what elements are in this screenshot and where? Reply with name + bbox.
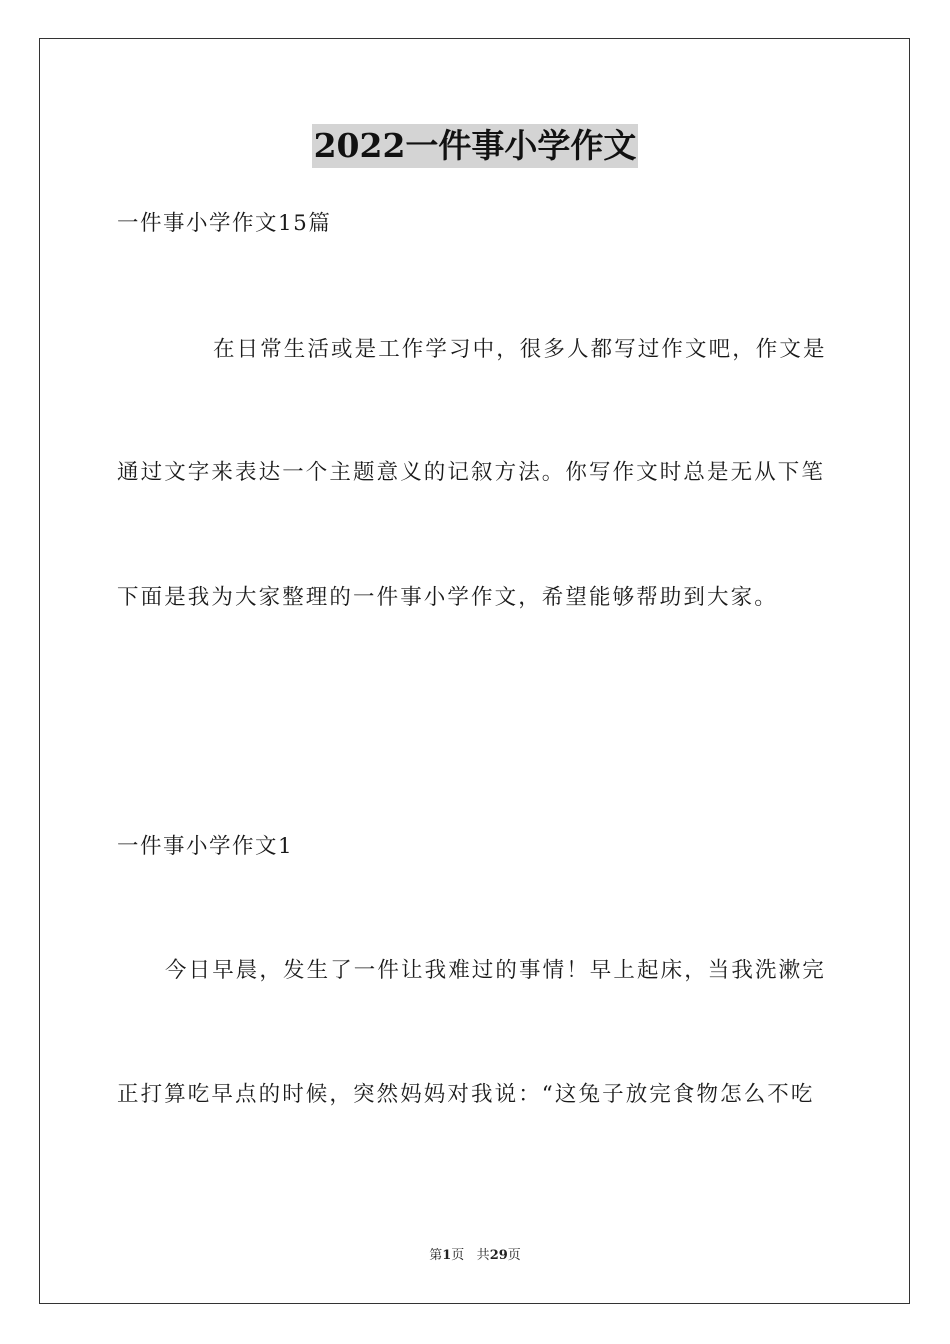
- page-footer: [0, 1247, 950, 1265]
- footer-page-prefix: 第: [429, 1248, 443, 1263]
- document-title: 2022一件事小学作文: [312, 124, 639, 168]
- intro-line-3: 下面是我为大家整理的一件事小学作文，希望能够帮助到大家。: [117, 585, 778, 610]
- title-container: [0, 124, 950, 168]
- section-line-1: 今日早晨，发生了一件让我难过的事情！早上起床，当我洗漱完: [165, 958, 826, 983]
- section-heading: 一件事小学作文1: [117, 834, 294, 859]
- footer-page-suffix: 页: [451, 1248, 465, 1263]
- document-subtitle: 一件事小学作文15篇: [117, 211, 332, 236]
- section-line-2: 正打算吃早点的时候，突然妈妈对我说：“这兔子放完食物怎么不吃: [117, 1082, 815, 1107]
- footer-page-number: 1: [442, 1248, 452, 1263]
- footer-total-prefix: 共: [476, 1248, 490, 1263]
- intro-line-1: 在日常生活或是工作学习中，很多人都写过作文吧，作文是: [213, 337, 827, 362]
- intro-line-2: 通过文字来表达一个主题意义的记叙方法。你写作文时总是无从下笔: [117, 460, 826, 485]
- footer-total-pages: 29: [489, 1248, 508, 1263]
- footer-total-suffix: 页: [507, 1248, 521, 1263]
